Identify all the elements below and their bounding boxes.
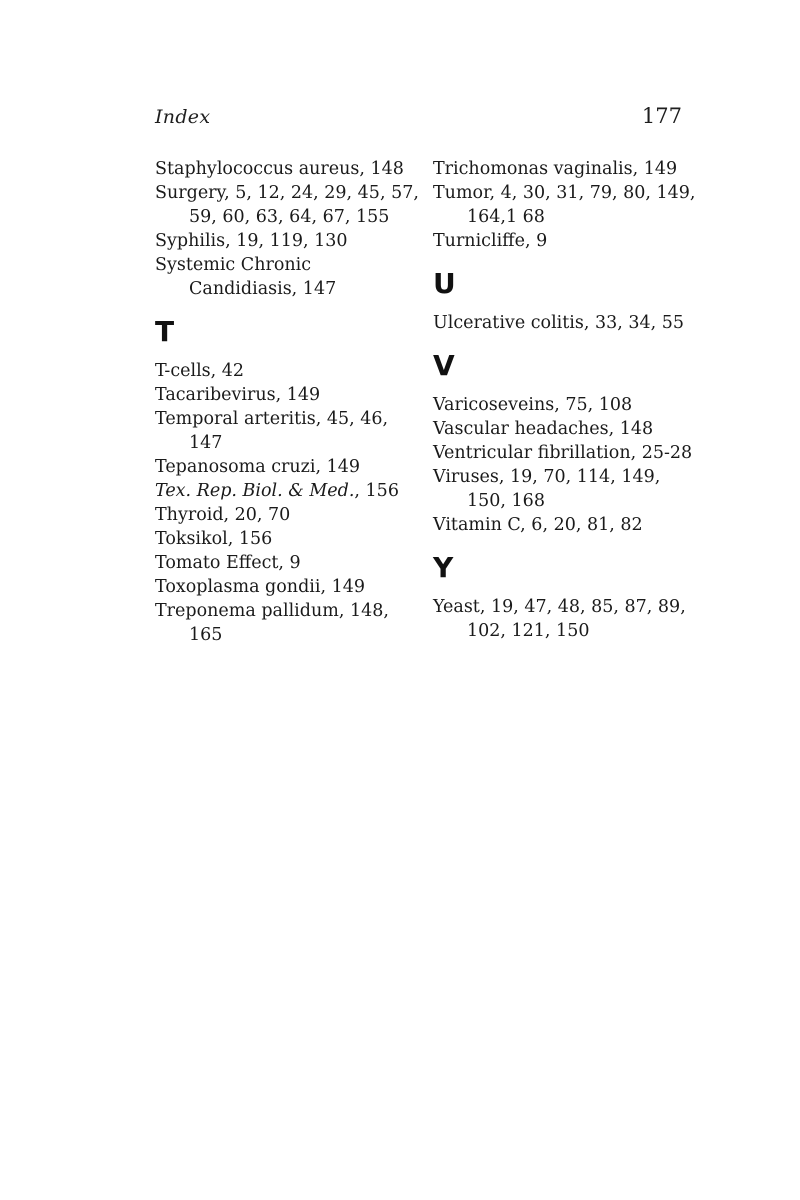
index-entry-vascular-headaches-148 — [433, 417, 698, 441]
index-entry-treponema-pallidum-148 — [155, 599, 420, 647]
section-heading-u: U — [433, 267, 456, 300]
index-entry-continuation: 168 — [511, 491, 545, 511]
index-entry-title-italic: Tex. Rep. Biol. & Med. — [155, 481, 355, 501]
index-entry-continuation: 59, 60, 63, 64, 67, 155 — [189, 207, 390, 227]
index-entry-text: Thyroid, 20, 70 — [155, 505, 291, 525]
index-entry-text: T-cells, 42 — [155, 361, 245, 381]
index-entry-temporal-arteritis-45-46-147 — [155, 407, 420, 455]
index-entry-syphilis-19-119-130 — [155, 229, 420, 253]
index-entry-text: Treponema pallidum, 148, — [155, 601, 389, 621]
index-entry-text: Yeast, 19, 47, 48, 85, 87, 89, — [433, 597, 686, 617]
index-entry-continuation: 165 — [189, 625, 223, 645]
index-entry-trichomonas-vaginalis-149 — [433, 157, 698, 181]
index-entry-text: Trichomonas vaginalis, 149 — [433, 159, 678, 179]
section-heading-y: Y — [433, 551, 454, 584]
index-entry-viruses-19-70-114-149-150 — [433, 465, 698, 513]
index-entry-toxoplasma-gondii-149 — [155, 575, 420, 599]
index-column-left — [155, 157, 420, 647]
index-entry-toksikol-156 — [155, 527, 420, 551]
index-entry-text: Turnicliffe, 9 — [433, 231, 548, 251]
index-entry-text: Tumor, 4, 30, 31, 79, 80, 149, — [433, 183, 696, 203]
index-entry-text: Varicoseveins, 75, 108 — [433, 395, 633, 415]
index-entry-tex-rep-biol-med — [155, 479, 420, 503]
index-entry-yeast-19-47-48-85-87-89 — [433, 595, 698, 643]
index-entry-text: Ventricular fibrillation, 25-28 — [433, 443, 693, 463]
index-entry-staphylococcus-aureus-148 — [155, 157, 420, 181]
index-entry-tepanosoma-cruzi-149 — [155, 455, 420, 479]
index-entry-tacaribevirus-149 — [155, 383, 420, 407]
running-head: Index — [155, 106, 211, 128]
index-entry-text: Systemic Chronic — [155, 255, 312, 275]
index-entry-text: Toksikol, 156 — [155, 529, 273, 549]
index-entry-continuation: 164,1 68 — [467, 207, 545, 227]
index-entry-tomato-effect-9 — [155, 551, 420, 575]
index-entry-text: Tomato Effect, 9 — [155, 553, 301, 573]
index-entry-t-cells-42 — [155, 359, 420, 383]
index-entry-text: Ulcerative colitis, 33, 34, 55 — [433, 313, 685, 333]
section-heading-v: V — [433, 349, 455, 382]
page-number: 177 — [641, 104, 682, 128]
index-entry-surgery-5-12-24-29-45-57 — [155, 181, 420, 229]
index-entry-varicoseveins-75-108 — [433, 393, 698, 417]
index-entry-turnicliffe-9 — [433, 229, 698, 253]
index-entry-text: Tepanosoma cruzi, 149 — [155, 457, 361, 477]
index-entry-systemic-chronic — [155, 253, 420, 301]
index-entry-text: Viruses, 19, 70, 114, 149, 150, — [433, 467, 661, 511]
index-entry-ulcerative-colitis-33-34-55 — [433, 311, 698, 335]
index-entry-ventricular-fibrillation-25-28 — [433, 441, 698, 465]
index-entry-tumor-4-30-31-79-80-149 — [433, 181, 698, 229]
index-entry-text: Staphylococcus aureus, 148 — [155, 159, 404, 179]
index-entry-thyroid-20-70 — [155, 503, 420, 527]
index-column-right — [433, 157, 698, 643]
index-entry-text: Syphilis, 19, 119, 130 — [155, 231, 348, 251]
index-entry-vitamin-c-6-20-81-82 — [433, 513, 698, 537]
index-entry-continuation: Candidiasis, 147 — [189, 279, 337, 299]
index-entry-text: Tacaribevirus, 149 — [155, 385, 321, 405]
index-entry-continuation: 102, 121, 150 — [467, 621, 590, 641]
index-entry-text: Vitamin C, 6, 20, 81, 82 — [433, 515, 643, 535]
index-entry-text: Temporal arteritis, 45, 46, 147 — [155, 409, 389, 453]
section-heading-t: T — [155, 315, 175, 348]
index-entry-text: Surgery, 5, 12, 24, 29, 45, 57, — [155, 183, 419, 203]
index-entry-text: Vascular headaches, 148 — [433, 419, 654, 439]
index-entry-pages: , 156 — [354, 481, 399, 501]
index-entry-text: Toxoplasma gondii, 149 — [155, 577, 365, 597]
